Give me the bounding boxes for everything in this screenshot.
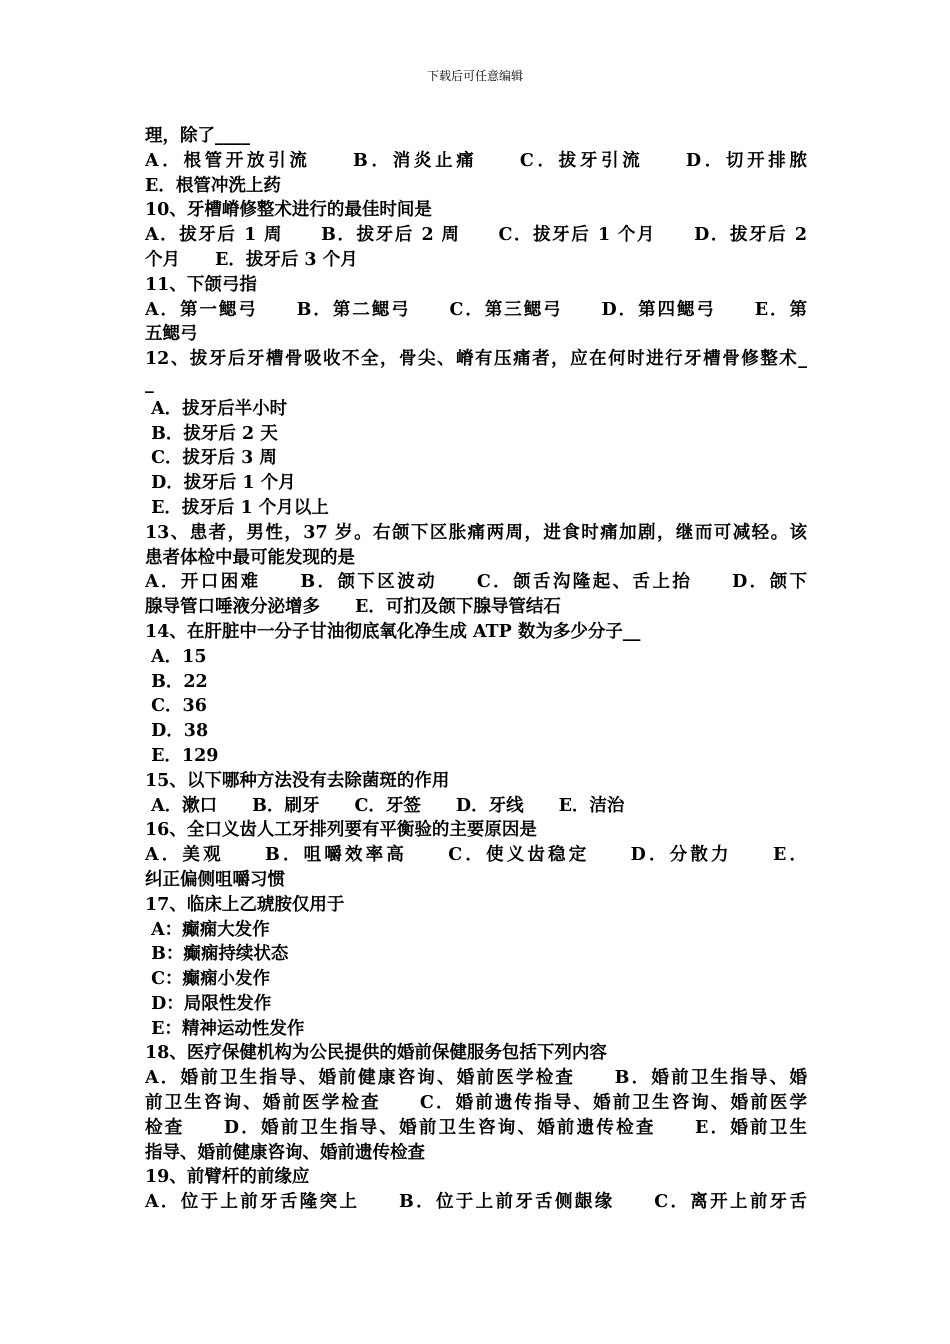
text-line: 理，除了____	[145, 126, 250, 146]
option-line: A．拔牙后半小时	[145, 398, 288, 419]
text-line: 检查 D．婚前卫生指导、婚前卫生咨询、婚前遗传检查 E．婚前卫生	[145, 1117, 807, 1138]
question-10: 10、牙槽嵴修整术进行的最佳时间是	[145, 200, 432, 221]
question-18: 18、医疗保健机构为公民提供的婚前保健服务包括下列内容	[145, 1043, 607, 1064]
text-line: A．根管开放引流 B．消炎止痛 C．拔牙引流 D．切开排脓	[145, 150, 807, 171]
document-body	[145, 124, 807, 1215]
option-line: C．36	[145, 696, 207, 717]
question-11: 11、下颌弓指	[145, 274, 257, 295]
option-line: B．拔牙后 2 天	[145, 423, 278, 444]
text-line: A．婚前卫生指导、婚前健康咨询、婚前医学检查 B．婚前卫生指导、婚	[145, 1068, 807, 1089]
text-line: _	[145, 373, 154, 394]
option-line: A．漱口 B．刷牙 C．牙签 D．牙线 E．洁治	[145, 795, 625, 816]
text-line: A．开口困难 B．颌下区波动 C．颌舌沟隆起、舌上抬 D．颌下	[145, 572, 807, 593]
option-line: D：局限性发作	[145, 993, 272, 1014]
text-line: 个月 E．拔牙后 3 个月	[145, 249, 358, 270]
text-line: 患者体检中最可能发现的是	[145, 547, 355, 568]
question-19: 19、前臂杆的前缘应	[145, 1167, 310, 1188]
text-line: 纠正偏侧咀嚼习惯	[145, 869, 285, 890]
text-line: 腺导管口唾液分泌增多 E．可扪及颌下腺导管结石	[145, 597, 561, 618]
option-line: E：精神运动性发作	[145, 1018, 305, 1039]
question-12: 12、拔牙后牙槽骨吸收不全，骨尖、嵴有压痛者，应在何时进行牙槽骨修整术_	[145, 349, 807, 370]
text-line: E．根管冲洗上药	[145, 175, 281, 196]
option-line: B．22	[145, 671, 208, 692]
option-line: A．15	[145, 646, 207, 667]
text-line: A．第一鳃弓 B．第二鳃弓 C．第三鳃弓 D．第四鳃弓 E．第	[145, 299, 807, 320]
text-line: A．位于上前牙舌隆突上 B．位于上前牙舌侧龈缘 C．离开上前牙舌	[145, 1192, 807, 1213]
question-17: 17、临床上乙琥胺仅用于	[145, 894, 345, 915]
option-line: B：癫痫持续状态	[145, 944, 289, 965]
text-line: 前卫生咨询、婚前医学检查 C．婚前遗传指导、婚前卫生咨询、婚前医学	[145, 1093, 807, 1114]
option-line: E．129	[145, 745, 219, 766]
question-13: 13、患者，男性，37 岁。右颌下区胀痛两周，进食时痛加剧，继而可减轻。该	[145, 522, 807, 543]
page-header: 下载后可任意编辑	[426, 69, 523, 83]
option-line: D．拔牙后 1 个月	[145, 473, 296, 494]
question-16: 16、全口义齿人工牙排列要有平衡验的主要原因是	[145, 820, 537, 841]
option-line: D．38	[145, 721, 209, 742]
text-line: 指导、婚前健康咨询、婚前遗传检查	[145, 1142, 425, 1163]
question-14: 14、在肝脏中一分子甘油彻底氧化净生成 ATP 数为多少分子__	[145, 621, 641, 642]
question-15: 15、以下哪种方法没有去除菌斑的作用	[145, 770, 450, 791]
option-line: A：癫痫大发作	[145, 919, 270, 940]
text-line: 五鳃弓	[145, 324, 198, 345]
option-line: E．拔牙后 1 个月以上	[145, 497, 329, 518]
text-line: A．拔牙后 1 周 B．拔牙后 2 周 C．拔牙后 1 个月 D．拔牙后 2	[145, 225, 807, 246]
option-line: C：癫痫小发作	[145, 969, 271, 990]
text-line: A．美观 B．咀嚼效率高 C．使义齿稳定 D．分散力 E．	[145, 845, 807, 866]
option-line: C．拔牙后 3 周	[145, 448, 277, 469]
